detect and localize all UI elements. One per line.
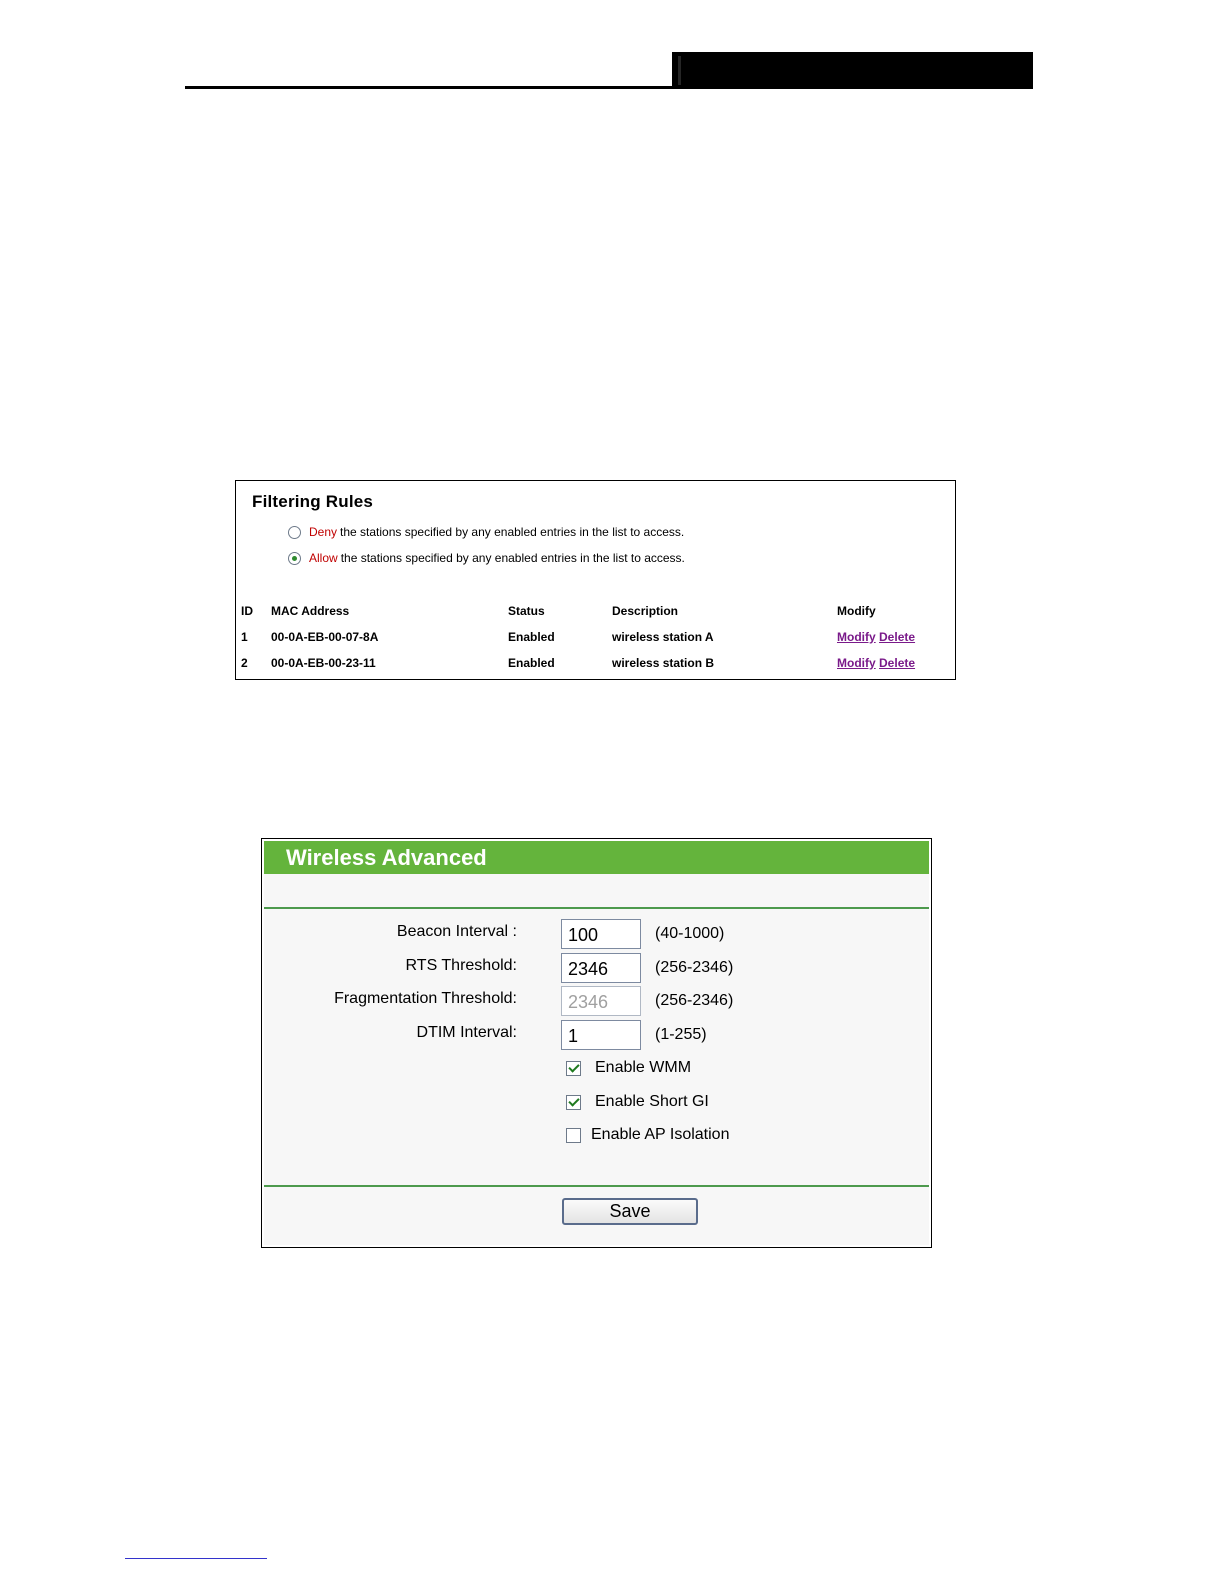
wireless-advanced-titlebar	[264, 841, 929, 874]
enable-wmm-label: Enable WMM	[595, 1059, 692, 1076]
enable-short-gi-row[interactable]	[566, 1093, 709, 1111]
modify-link[interactable]: Modify	[837, 630, 876, 644]
rts-threshold-label: RTS Threshold:	[405, 957, 517, 974]
rts-threshold-input[interactable]: 2346	[561, 953, 641, 983]
header-bar	[672, 52, 1033, 89]
save-button[interactable]: Save	[562, 1198, 698, 1225]
enable-ap-isolation-row[interactable]	[566, 1126, 729, 1144]
fragmentation-threshold-range: (256-2346)	[655, 992, 734, 1009]
table-row	[236, 656, 955, 674]
filtering-rules-title: Filtering Rules	[252, 492, 374, 511]
wireless-advanced-body	[264, 874, 929, 1245]
col-status: Status	[508, 604, 545, 618]
modify-link[interactable]: Modify	[837, 656, 876, 670]
divider-bottom	[264, 1185, 929, 1187]
delete-link[interactable]: Delete	[879, 630, 916, 644]
dtim-interval-input[interactable]: 1	[561, 1020, 641, 1050]
beacon-interval-range: (40-1000)	[655, 925, 725, 942]
row-description: wireless station B	[612, 656, 715, 670]
footer-link-underline	[125, 1558, 267, 1559]
allow-keyword: Allow	[309, 551, 338, 565]
enable-ap-isolation-checkbox[interactable]	[566, 1128, 581, 1143]
dtim-interval-range: (1-255)	[655, 1026, 707, 1043]
wireless-advanced-panel	[261, 838, 932, 1248]
row-id: 2	[241, 656, 248, 670]
col-id: ID	[241, 604, 253, 618]
table-row	[236, 630, 955, 648]
page-title: Wireless Advanced	[286, 845, 487, 870]
fragmentation-threshold-label: Fragmentation Threshold:	[334, 990, 517, 1007]
enable-short-gi-label: Enable Short GI	[595, 1093, 709, 1110]
enable-wmm-checkbox[interactable]	[566, 1061, 581, 1076]
deny-option[interactable]	[288, 525, 684, 539]
row-mac: 00-0A-EB-00-23-11	[271, 656, 376, 670]
row-actions	[837, 656, 915, 670]
row-status: Enabled	[508, 656, 555, 670]
dtim-interval-label: DTIM Interval:	[416, 1024, 517, 1041]
divider-top	[264, 907, 929, 909]
header-rule	[185, 86, 1033, 89]
rts-threshold-range: (256-2346)	[655, 959, 734, 976]
filtering-rules-panel	[235, 480, 956, 680]
fragmentation-threshold-input[interactable]: 2346	[561, 986, 641, 1016]
col-description: Description	[612, 604, 679, 618]
beacon-interval-label: Beacon Interval :	[396, 923, 517, 940]
table-header	[236, 604, 955, 622]
row-actions	[837, 630, 915, 644]
col-modify: Modify	[837, 604, 876, 618]
row-id: 1	[241, 630, 248, 644]
deny-text: the stations specified by any enabled entries in the list to access.	[340, 525, 685, 539]
row-status: Enabled	[508, 630, 555, 644]
deny-radio[interactable]	[288, 526, 301, 539]
delete-link[interactable]: Delete	[879, 656, 916, 670]
deny-keyword: Deny	[309, 525, 338, 539]
row-mac: 00-0A-EB-00-07-8A	[271, 630, 379, 644]
enable-wmm-row[interactable]	[566, 1059, 691, 1077]
beacon-interval-input[interactable]: 100	[561, 919, 641, 949]
allow-option[interactable]	[288, 551, 685, 565]
col-mac: MAC Address	[271, 604, 350, 618]
enable-ap-isolation-label: Enable AP Isolation	[591, 1126, 730, 1143]
enable-short-gi-checkbox[interactable]	[566, 1095, 581, 1110]
row-description: wireless station A	[612, 630, 714, 644]
allow-radio[interactable]	[288, 552, 301, 565]
allow-text: the stations specified by any enabled entries in the list to access.	[340, 551, 685, 565]
